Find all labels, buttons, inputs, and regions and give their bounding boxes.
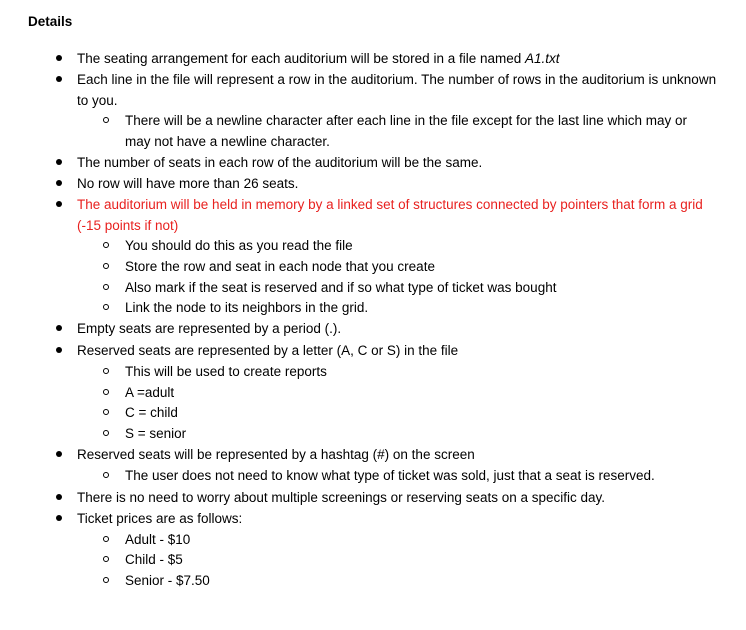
sub-list-item (125, 277, 725, 298)
list-item-text: Ticket prices are as follows: (77, 511, 243, 526)
bullet-icon (56, 347, 62, 353)
list-item-text: Link the node to its neighbors in the grid. (125, 300, 369, 315)
hollow-bullet-icon (103, 368, 109, 374)
hollow-bullet-icon (103, 472, 109, 478)
list-item (77, 69, 717, 111)
bullet-icon (56, 494, 62, 500)
sub-list-item (125, 297, 725, 318)
sub-list-item (125, 529, 725, 550)
sub-list-item (125, 361, 725, 382)
list-item (77, 48, 717, 69)
list-item-text: Reserved seats are represented by a letter (A, C or S) in the file (77, 343, 459, 358)
list-item (77, 340, 717, 361)
list-item-text: You should do this as you read the file (125, 238, 353, 253)
list-item-text: Senior - $7.50 (125, 573, 210, 588)
sub-list-item (125, 235, 725, 256)
hollow-bullet-icon (103, 577, 109, 583)
list-item-text: A =adult (125, 385, 175, 400)
sub-list-item (125, 570, 725, 591)
list-item-text: The number of seats in each row of the auditorium will be the same. (77, 155, 483, 170)
list-item-text: The seating arrangement for each auditorium will be stored in a file named (77, 51, 525, 66)
hollow-bullet-icon (103, 242, 109, 248)
bullet-icon (56, 515, 62, 521)
list-item-text: Child - $5 (125, 552, 183, 567)
list-item (77, 318, 717, 339)
sub-list-item (125, 465, 725, 486)
highlighted-list-item (77, 194, 717, 236)
list-item (77, 444, 717, 465)
hollow-bullet-icon (103, 430, 109, 436)
hollow-bullet-icon (103, 409, 109, 415)
sub-list-item (125, 402, 725, 423)
section-heading: Details (28, 14, 73, 29)
hollow-bullet-icon (103, 284, 109, 290)
list-item-text: There is no need to worry about multiple screenings or reserving seats on a specific day. (77, 490, 606, 505)
hollow-bullet-icon (103, 536, 109, 542)
hollow-bullet-icon (103, 263, 109, 269)
list-item (77, 152, 717, 173)
list-item-text: Adult - $10 (125, 532, 191, 547)
list-item (77, 173, 717, 194)
sub-list-item (125, 423, 725, 444)
list-item (77, 487, 717, 508)
bullet-icon (56, 451, 62, 457)
list-item-text: Reserved seats will be represented by a hashtag (#) on the screen (77, 447, 475, 462)
list-item-text: S = senior (125, 426, 187, 441)
sub-list-item (125, 110, 705, 152)
list-item-text: Also mark if the seat is reserved and if so what type of ticket was bought (125, 280, 557, 295)
sub-list-item (125, 256, 725, 277)
filename-text: A1.txt (525, 51, 560, 66)
hollow-bullet-icon (103, 117, 109, 123)
list-item-text: C = child (125, 405, 178, 420)
list-item-text: There will be a newline character after each line in the file except for the last line which may or may not have a newline character. (125, 113, 688, 149)
hollow-bullet-icon (103, 389, 109, 395)
list-item-text: Each line in the file will represent a row in the auditorium. The number of rows in the auditorium is unknown to you. (77, 72, 717, 108)
hollow-bullet-icon (103, 304, 109, 310)
list-item-text: Store the row and seat in each node that you create (125, 259, 435, 274)
list-item-text: The user does not need to know what type of ticket was sold, just that a seat is reserved. (125, 468, 655, 483)
bullet-icon (56, 76, 62, 82)
sub-list-item (125, 382, 725, 403)
bullet-icon (56, 55, 62, 61)
list-item-text: The auditorium will be held in memory by a linked set of structures connected by pointers that form a grid (-15 points if not) (77, 197, 703, 233)
bullet-icon (56, 325, 62, 331)
bullet-icon (56, 159, 62, 165)
list-item-text: Empty seats are represented by a period (.). (77, 321, 342, 336)
list-item (77, 508, 717, 529)
list-item-text: This will be used to create reports (125, 364, 327, 379)
hollow-bullet-icon (103, 556, 109, 562)
list-item-text: No row will have more than 26 seats. (77, 176, 299, 191)
bullet-icon (56, 201, 62, 207)
bullet-icon (56, 180, 62, 186)
sub-list-item (125, 549, 725, 570)
